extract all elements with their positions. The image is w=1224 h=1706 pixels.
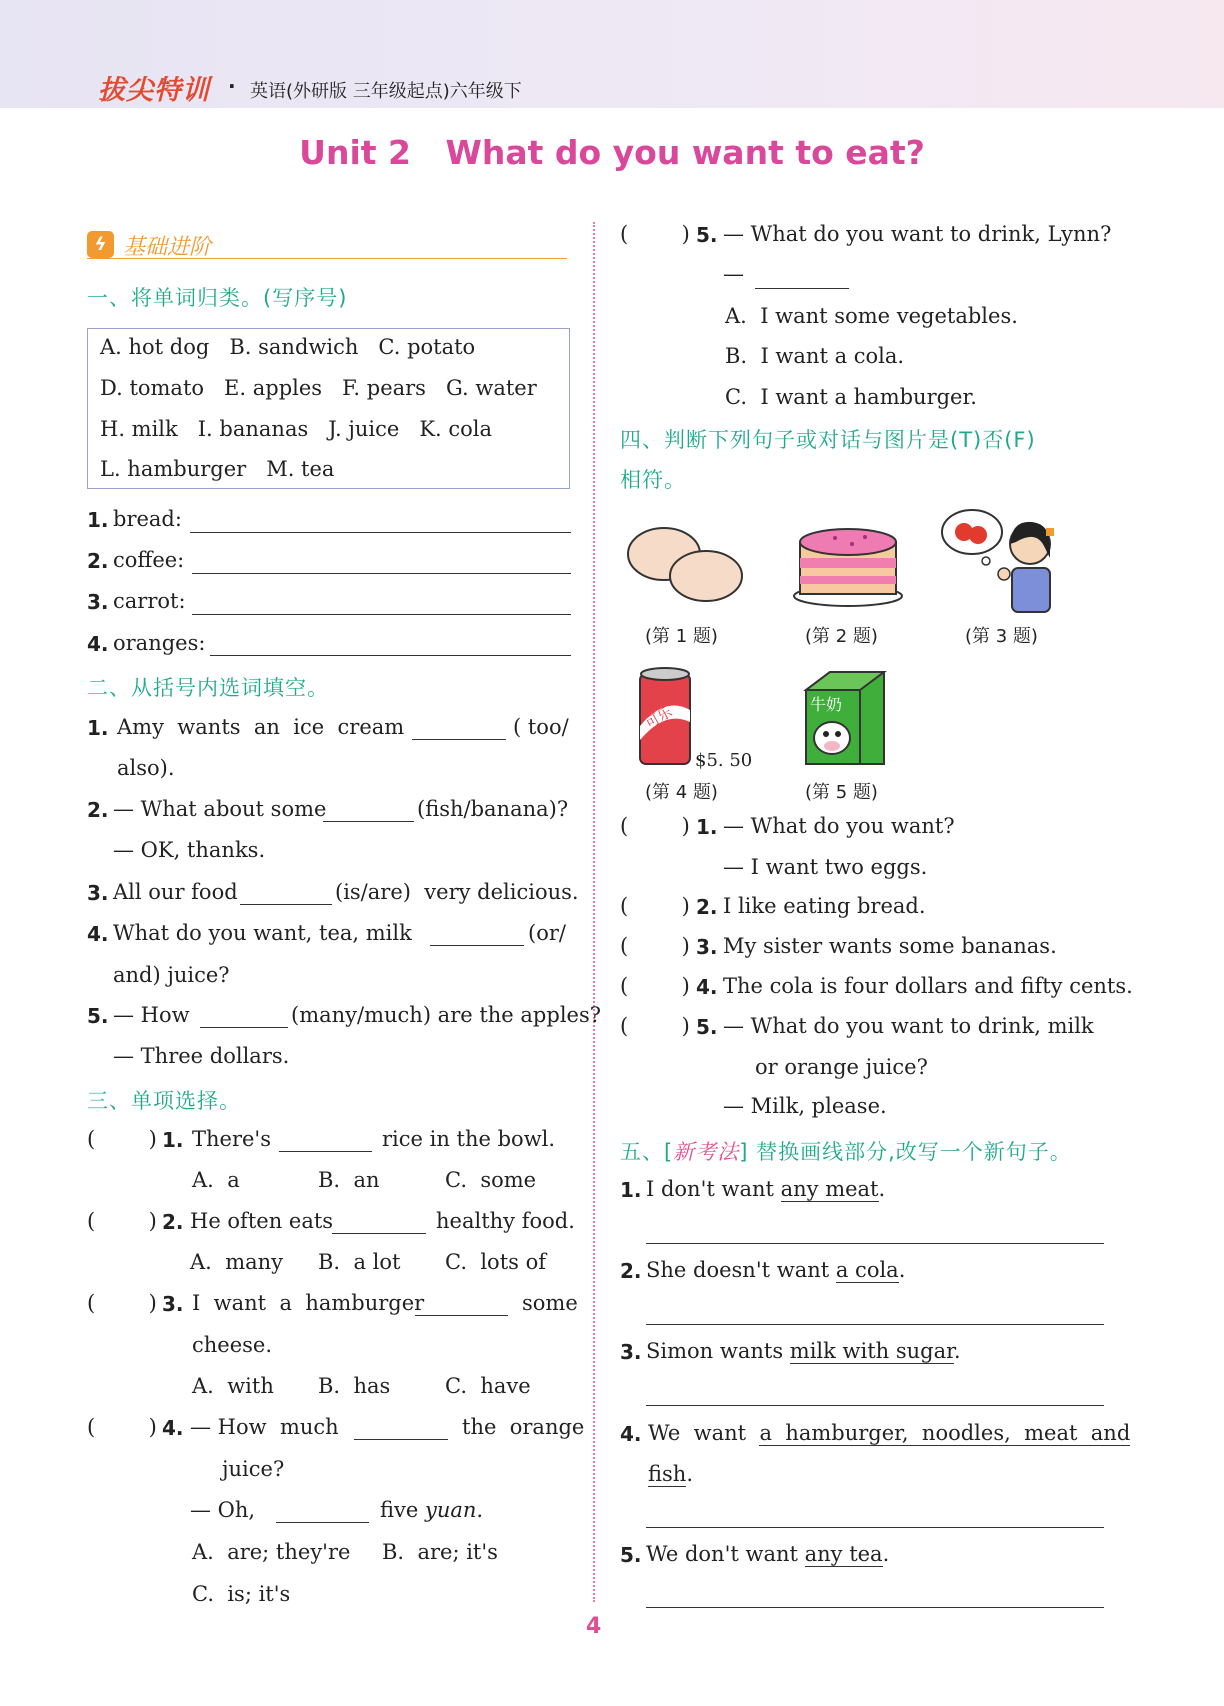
sec2-q5-text: — How: [113, 1003, 190, 1027]
sec2-q5-answer: — Three dollars.: [113, 1044, 290, 1068]
sec5-q2-num: 2.: [620, 1259, 642, 1283]
answer-paren[interactable]: ( ): [620, 814, 690, 838]
answer-line[interactable]: [190, 532, 571, 533]
answer-paren[interactable]: ( ): [87, 1291, 157, 1315]
answer-paren[interactable]: ( ): [620, 894, 690, 918]
sec3-q3-text: I want a hamburger: [192, 1291, 425, 1315]
cake-image: [790, 520, 906, 610]
sec5-q4-end: .: [686, 1462, 693, 1486]
caption-4: (第 4 题): [645, 782, 718, 803]
fill-blank[interactable]: [332, 1233, 426, 1234]
sec3-q4-text: — How much: [190, 1415, 339, 1439]
answer-line[interactable]: [646, 1324, 1104, 1325]
sec3-q1-text-b: rice in the bowl.: [382, 1127, 556, 1151]
sec5-q3-end: .: [953, 1339, 961, 1363]
option-b[interactable]: B. has: [318, 1374, 391, 1398]
sec3-q3-num: 3.: [162, 1292, 184, 1316]
sec2-q3-text: All our food: [113, 880, 238, 904]
answer-line[interactable]: [646, 1527, 1104, 1528]
sec2-q1-text: Amy wants an ice cream: [117, 715, 405, 739]
sec4-q4-text: The cola is four dollars and fifty cents.: [723, 974, 1133, 998]
sec3-q4-reply-b: five: [380, 1498, 419, 1522]
section-tag-underline: [87, 258, 567, 259]
word-bank-line: A. hot dog B. sandwich C. potato: [100, 335, 476, 359]
sec1-q-num: 4.: [87, 632, 109, 656]
caption-3: (第 3 题): [965, 626, 1038, 647]
sec5-q1-a: I don't want: [646, 1177, 781, 1201]
sec4-q5-num: 5.: [696, 1015, 718, 1039]
sec5-q3-underlined: milk with sugar: [789, 1339, 954, 1363]
sec5-title: [620, 1136, 1072, 1166]
answer-paren[interactable]: ( ): [620, 974, 690, 998]
sec4-q1-num: 1.: [696, 815, 718, 839]
sec5-q2-underlined: a cola: [835, 1258, 899, 1282]
section-tag-icon: ϟ: [87, 231, 114, 258]
page-title: Unit 2 What do you want to eat?: [299, 133, 925, 172]
sec3-q4-text-b: the orange: [462, 1415, 585, 1439]
cola-price: $5. 50: [695, 750, 753, 771]
fill-blank[interactable]: [354, 1439, 448, 1440]
sec3-q3-text-c: cheese.: [192, 1333, 273, 1357]
sec5-q5-num: 5.: [620, 1543, 642, 1567]
sec4-q5-answer: — Milk, please.: [723, 1094, 887, 1118]
sec2-q4-options-cont: and) juice?: [113, 963, 230, 987]
fill-blank[interactable]: [415, 1315, 508, 1316]
sec5-q4-a: We want: [648, 1421, 760, 1445]
answer-line[interactable]: [646, 1607, 1104, 1608]
sec4-title-cont: 相符。: [620, 468, 686, 492]
brand-logo: 拔尖特训: [98, 75, 210, 106]
sec2-q4-text: What do you want, tea, milk: [113, 921, 412, 945]
fill-blank[interactable]: [240, 904, 332, 905]
fill-blank[interactable]: [279, 1151, 372, 1152]
sec3-title: 三、单项选择。: [87, 1089, 241, 1113]
sec5-q3-num: 3.: [620, 1340, 642, 1364]
page-header: [0, 0, 1224, 108]
caption-2: (第 2 题): [805, 626, 878, 647]
sec3-q5-dash: —: [723, 262, 744, 286]
sec2-q5-options: (many/much) are the apples?: [291, 1003, 601, 1027]
sec4-q1-text: — What do you want?: [723, 814, 955, 838]
header-subject: 英语(外研版 三年级起点)六年级下: [250, 81, 522, 102]
sec3-q5-text: — What do you want to drink, Lynn?: [723, 222, 1112, 246]
option-c[interactable]: C. lots of: [445, 1250, 547, 1274]
sec5-q1-text: [646, 1177, 885, 1201]
option-a[interactable]: A. many: [190, 1250, 284, 1274]
sec5-q1-underlined: any meat: [780, 1177, 879, 1201]
sec1-q-label: bread:: [113, 507, 182, 531]
sec2-q1-options: ( too/: [513, 715, 569, 739]
sec3-q1-text: There's: [192, 1127, 271, 1151]
sec3-q3-text-b: some: [522, 1291, 578, 1315]
sec3-q1-num: 1.: [162, 1128, 184, 1152]
sec2-q5-num: 5.: [87, 1004, 109, 1028]
word-bank-line: H. milk I. bananas J. juice K. cola: [100, 417, 493, 441]
sec2-q2-answer: — OK, thanks.: [113, 838, 266, 862]
sec3-q4-reply: — Oh,: [190, 1498, 256, 1522]
sec4-q5-text: — What do you want to drink, milk: [723, 1014, 1094, 1038]
sec1-q-label: carrot:: [113, 589, 186, 613]
sec4-q5-text-cont: or orange juice?: [755, 1055, 928, 1079]
word-bank-line: L. hamburger M. tea: [100, 457, 335, 481]
option-b[interactable]: B. are; it's: [382, 1540, 498, 1564]
sec2-q3-num: 3.: [87, 881, 109, 905]
option-b[interactable]: B. I want a cola.: [725, 344, 905, 368]
sec5-q2-end: .: [898, 1258, 906, 1282]
answer-line[interactable]: [646, 1243, 1104, 1244]
sec4-q3-num: 3.: [696, 935, 718, 959]
sec5-new-method-tag: 新考法: [673, 1140, 740, 1164]
cola-can-image: [636, 666, 694, 772]
fill-blank[interactable]: [323, 821, 414, 822]
sec5-q4-underlined: a hamburger, noodles, meat and: [759, 1421, 1131, 1445]
answer-line[interactable]: [192, 614, 571, 615]
fill-blank[interactable]: [430, 945, 524, 946]
sec3-q2-num: 2.: [162, 1210, 184, 1234]
section-tag: 基础进阶: [123, 235, 212, 260]
word-bank-line: D. tomato E. apples F. pears G. water: [100, 376, 537, 400]
sec4-q2-num: 2.: [696, 895, 718, 919]
sec1-title: 一、将单词归类。(写序号): [87, 286, 348, 310]
sec2-title: 二、从括号内选词填空。: [87, 676, 329, 700]
sec4-q1-answer: — I want two eggs.: [723, 855, 928, 879]
sec5-q5-text: [646, 1542, 889, 1566]
sec5-q2-text: [646, 1258, 905, 1282]
column-divider: [593, 222, 595, 1602]
eggs-image: [624, 522, 750, 606]
sec2-q4-options: (or/: [528, 921, 566, 945]
option-c[interactable]: C. I want a hamburger.: [725, 385, 977, 409]
sec3-q4-num: 4.: [162, 1416, 184, 1440]
sec3-q4-reply-c: yuan.: [425, 1498, 484, 1522]
option-a[interactable]: A. a: [192, 1168, 240, 1192]
option-c[interactable]: C. some: [445, 1168, 537, 1192]
sec5-q3-text: [646, 1339, 961, 1363]
sec1-q-label: oranges:: [113, 631, 206, 655]
fill-blank[interactable]: [755, 288, 849, 289]
page-number: 4: [586, 1614, 602, 1639]
answer-line[interactable]: [646, 1405, 1104, 1406]
sec5-q2-a: She doesn't want: [646, 1258, 836, 1282]
option-b[interactable]: B. an: [318, 1168, 380, 1192]
header-dot: ·: [228, 74, 236, 98]
fill-blank[interactable]: [276, 1522, 369, 1523]
sec5-q5-a: We don't want: [646, 1542, 805, 1566]
fill-blank[interactable]: [412, 739, 506, 740]
sec5-q3-a: Simon wants: [646, 1339, 790, 1363]
girl-thinking-image: [940, 506, 1062, 618]
sec5-q4-underlined-cont: fish: [648, 1462, 687, 1486]
sec5-q1-num: 1.: [620, 1178, 642, 1202]
answer-paren[interactable]: ( ): [87, 1127, 157, 1151]
sec4-q2-text: I like eating bread.: [723, 894, 926, 918]
sec3-q2-text-b: healthy food.: [436, 1209, 575, 1233]
fill-blank[interactable]: [200, 1027, 288, 1028]
carton-label: 牛奶: [810, 695, 843, 714]
sec2-q4-num: 4.: [87, 922, 109, 946]
answer-line[interactable]: [210, 655, 571, 656]
sec3-q5-num: 5.: [696, 223, 718, 247]
sec5-q1-end: .: [878, 1177, 886, 1201]
sec2-q2-options: (fish/banana)?: [417, 797, 569, 821]
sec3-q2-text: He often eats: [190, 1209, 334, 1233]
sec1-q-num: 3.: [87, 590, 109, 614]
answer-paren[interactable]: ( ): [87, 1415, 157, 1439]
sec4-title: 四、判断下列句子或对话与图片是(T)否(F): [620, 428, 1036, 452]
sec3-q4-text-c: juice?: [222, 1457, 285, 1481]
sec5-q4-text-cont: [648, 1462, 693, 1486]
sec1-q-num: 1.: [87, 508, 109, 532]
milk-carton-image: [800, 666, 890, 770]
sec5-q4-num: 4.: [620, 1422, 642, 1446]
caption-1: (第 1 题): [645, 626, 718, 647]
answer-paren[interactable]: ( ): [620, 222, 690, 246]
answer-paren[interactable]: ( ): [620, 934, 690, 958]
sec2-q2-num: 2.: [87, 798, 109, 822]
sec5-title-b: ] 替换画线部分,改写一个新句子。: [739, 1140, 1072, 1164]
sec2-q1-options-cont: also).: [117, 756, 175, 780]
sec5-q5-end: .: [882, 1542, 890, 1566]
sec5-q5-underlined: any tea: [804, 1542, 883, 1566]
answer-paren[interactable]: ( ): [87, 1209, 157, 1233]
option-a[interactable]: A. with: [192, 1374, 274, 1398]
sec4-q4-num: 4.: [696, 975, 718, 999]
sec1-q-num: 2.: [87, 549, 109, 573]
sec2-q2-text: — What about some: [113, 797, 327, 821]
caption-5: (第 5 题): [805, 782, 878, 803]
sec2-q1-num: 1.: [87, 716, 109, 740]
answer-paren[interactable]: ( ): [620, 1014, 690, 1038]
option-a[interactable]: A. I want some vegetables.: [725, 304, 1018, 328]
sec5-q4-text: [648, 1421, 1130, 1445]
option-c[interactable]: C. have: [445, 1374, 531, 1398]
option-c[interactable]: C. is; it's: [192, 1582, 291, 1606]
option-b[interactable]: B. a lot: [318, 1250, 401, 1274]
answer-line[interactable]: [192, 573, 571, 574]
sec4-q3-text: My sister wants some bananas.: [723, 934, 1057, 958]
can-label: 可乐: [642, 704, 676, 733]
sec5-title-a: 五、[: [620, 1140, 674, 1164]
sec2-q3-options: (is/are) very delicious.: [335, 880, 579, 904]
sec1-q-label: coffee:: [113, 548, 185, 572]
option-a[interactable]: A. are; they're: [192, 1540, 351, 1564]
